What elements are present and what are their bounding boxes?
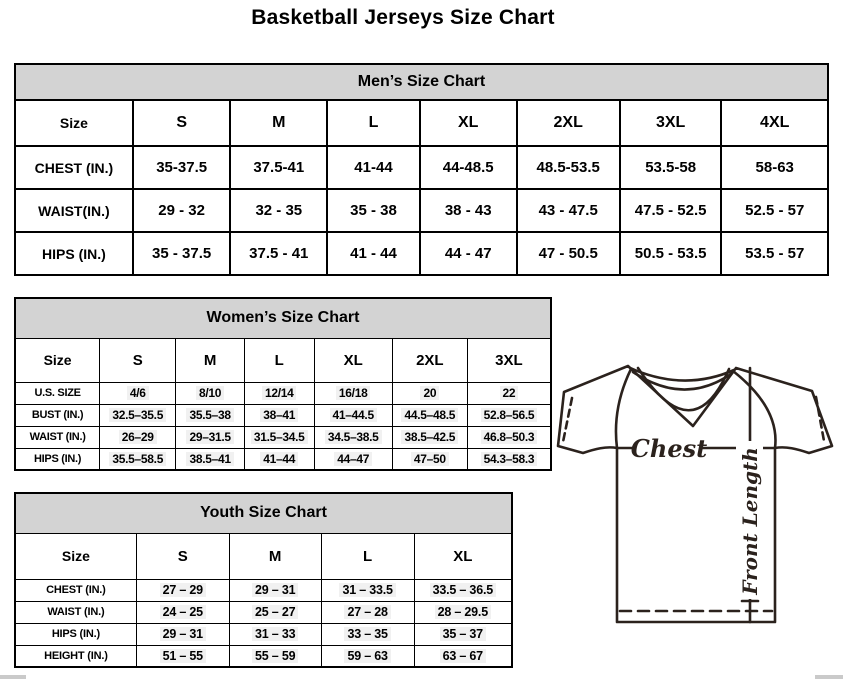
value-text: 51 – 55: [160, 649, 206, 663]
youth-height-in-value-2: [321, 645, 414, 667]
youth-table-title: Youth Size Chart: [15, 493, 512, 533]
youth-waist-in-value-0: [136, 601, 229, 623]
value-text: 63 – 67: [440, 649, 486, 663]
mens-column-header-xl: XL: [420, 100, 517, 146]
womens-title-row: [15, 298, 551, 338]
womens-bust-in-value-3: [314, 404, 392, 426]
value-text: 27 – 29: [160, 583, 206, 597]
mens-chest-in-value-6: 58-63: [721, 146, 828, 189]
youth-column-header-m: M: [229, 533, 321, 579]
value-text: 27 – 28: [344, 605, 390, 619]
jersey-outline: [558, 366, 832, 622]
value-text: 16/18: [336, 386, 371, 400]
youth-column-header-s: S: [136, 533, 229, 579]
value-text: 29–31.5: [186, 430, 233, 444]
mens-chest-in-value-5: 53.5-58: [620, 146, 722, 189]
mens-column-header-m: M: [230, 100, 327, 146]
youth-chest-in-value-3: [414, 579, 512, 601]
mens-waist-in-value-4: 43 - 47.5: [517, 189, 620, 232]
womens-row-waist-in: [15, 426, 551, 448]
mens-chest-in-value-3: 44-48.5: [420, 146, 517, 189]
womens-column-header-s: S: [100, 338, 176, 382]
jersey-right-seam: [733, 371, 775, 448]
youth-row-label-waist-in: WAIST (IN.): [15, 601, 136, 623]
mens-waist-in-value-2: 35 - 38: [327, 189, 420, 232]
value-text: 31.5–34.5: [251, 430, 308, 444]
mens-row-hips-in: [15, 232, 828, 275]
mens-waist-in-value-5: 47.5 - 52.5: [620, 189, 722, 232]
youth-row-label-height-in: HEIGHT (IN.): [15, 645, 136, 667]
value-text: 31 – 33: [252, 627, 298, 641]
womens-hips-in-value-0: [100, 448, 176, 470]
mens-waist-in-value-6: 52.5 - 57: [721, 189, 828, 232]
mens-column-header-3xl: 3XL: [620, 100, 722, 146]
mens-hips-in-value-2: 41 - 44: [327, 232, 420, 275]
value-text: 26–29: [119, 430, 157, 444]
mens-hips-in-value-4: 47 - 50.5: [517, 232, 620, 275]
value-text: 38.5–41: [186, 452, 233, 466]
youth-waist-in-value-2: [321, 601, 414, 623]
womens-row-hips-in: [15, 448, 551, 470]
youth-row-waist-in: [15, 601, 512, 623]
youth-hips-in-value-0: [136, 623, 229, 645]
womens-hips-in-value-4: [392, 448, 467, 470]
mens-row-label-waist-in: WAIST(IN.): [15, 189, 133, 232]
value-text: 4/6: [127, 386, 149, 400]
womens-size-table: [14, 297, 552, 471]
jersey-left-seam: [616, 369, 631, 448]
mens-row-label-hips-in: HIPS (IN.): [15, 232, 133, 275]
womens-u-s-size-value-5: [467, 382, 551, 404]
value-text: 38.5–42.5: [401, 430, 458, 444]
womens-column-header-l: L: [244, 338, 314, 382]
womens-column-header-3xl: 3XL: [467, 338, 551, 382]
value-text: 59 – 63: [344, 649, 390, 663]
value-text: 33 – 35: [344, 627, 390, 641]
value-text: 29 – 31: [160, 627, 206, 641]
mens-waist-in-value-3: 38 - 43: [420, 189, 517, 232]
youth-chest-in-value-0: [136, 579, 229, 601]
mens-column-header-s: S: [133, 100, 231, 146]
value-text: 24 – 25: [160, 605, 206, 619]
value-text: 35.5–38: [186, 408, 233, 422]
youth-hips-in-value-1: [229, 623, 321, 645]
left-cuff-dash: [563, 398, 572, 442]
value-text: 35.5–58.5: [109, 452, 166, 466]
mens-hips-in-value-0: 35 - 37.5: [133, 232, 231, 275]
womens-column-header-row: [15, 338, 551, 382]
youth-column-header-row: [15, 533, 512, 579]
womens-row-bust-in: [15, 404, 551, 426]
value-text: 54.3–58.3: [481, 452, 538, 466]
womens-bust-in-value-5: [467, 404, 551, 426]
mens-waist-in-value-0: 29 - 32: [133, 189, 231, 232]
womens-u-s-size-value-1: [176, 382, 245, 404]
womens-row-label-bust-in: BUST (IN.): [15, 404, 100, 426]
womens-row-label-u-s-size: U.S. SIZE: [15, 382, 100, 404]
womens-bust-in-value-4: [392, 404, 467, 426]
womens-waist-in-value-4: [392, 426, 467, 448]
youth-hips-in-value-2: [321, 623, 414, 645]
youth-column-header-l: L: [321, 533, 414, 579]
youth-hips-in-value-3: [414, 623, 512, 645]
womens-u-s-size-value-2: [244, 382, 314, 404]
youth-height-in-value-3: [414, 645, 512, 667]
youth-row-chest-in: [15, 579, 512, 601]
mens-hips-in-value-5: 50.5 - 53.5: [620, 232, 722, 275]
youth-chest-in-value-2: [321, 579, 414, 601]
value-text: 55 – 59: [252, 649, 298, 663]
mens-column-header-l: L: [327, 100, 420, 146]
jersey-measurement-diagram: [552, 360, 842, 660]
youth-row-label-hips-in: HIPS (IN.): [15, 623, 136, 645]
value-text: 22: [500, 386, 519, 400]
mens-column-header-2xl: 2XL: [517, 100, 620, 146]
youth-height-in-value-1: [229, 645, 321, 667]
womens-u-s-size-value-3: [314, 382, 392, 404]
mens-hips-in-value-3: 44 - 47: [420, 232, 517, 275]
youth-size-table: [14, 492, 513, 668]
womens-bust-in-value-1: [176, 404, 245, 426]
womens-bust-in-value-2: [244, 404, 314, 426]
value-text: 8/10: [196, 386, 224, 400]
mens-chest-in-value-1: 37.5-41: [230, 146, 327, 189]
value-text: 31 – 33.5: [339, 583, 395, 597]
mens-row-label-chest-in: CHEST (IN.): [15, 146, 133, 189]
womens-u-s-size-value-0: [100, 382, 176, 404]
value-text: 29 – 31: [252, 583, 298, 597]
value-text: 44–47: [334, 452, 372, 466]
value-text: 46.8–50.3: [481, 430, 538, 444]
womens-row-u-s-size: [15, 382, 551, 404]
value-text: 44.5–48.5: [401, 408, 458, 422]
value-text: 25 – 27: [252, 605, 298, 619]
womens-column-header-size: Size: [15, 338, 100, 382]
womens-hips-in-value-3: [314, 448, 392, 470]
youth-chest-in-value-1: [229, 579, 321, 601]
mens-column-header-row: [15, 100, 828, 146]
mens-chest-in-value-2: 41-44: [327, 146, 420, 189]
womens-hips-in-value-1: [176, 448, 245, 470]
mens-waist-in-value-1: 32 - 35: [230, 189, 327, 232]
scrollbar-fragment-left[interactable]: [0, 675, 26, 679]
mens-title-row: [15, 64, 828, 100]
mens-column-header-size: Size: [15, 100, 133, 146]
youth-row-label-chest-in: CHEST (IN.): [15, 579, 136, 601]
mens-row-chest-in: [15, 146, 828, 189]
chest-label: Chest: [630, 434, 708, 463]
value-text: 41–44.5: [330, 408, 377, 422]
mens-row-waist-in: [15, 189, 828, 232]
youth-row-hips-in: [15, 623, 512, 645]
womens-hips-in-value-2: [244, 448, 314, 470]
womens-row-label-waist-in: WAIST (IN.): [15, 426, 100, 448]
value-text: 47–50: [411, 452, 449, 466]
womens-waist-in-value-0: [100, 426, 176, 448]
youth-column-header-xl: XL: [414, 533, 512, 579]
mens-column-header-4xl: 4XL: [721, 100, 828, 146]
womens-row-label-hips-in: HIPS (IN.): [15, 448, 100, 470]
womens-column-header-2xl: 2XL: [392, 338, 467, 382]
mens-chest-in-value-0: 35-37.5: [133, 146, 231, 189]
mens-chest-in-value-4: 48.5-53.5: [517, 146, 620, 189]
value-text: 12/14: [262, 386, 297, 400]
front-length-label: Front Length: [738, 447, 762, 595]
womens-table-title: Women’s Size Chart: [15, 298, 551, 338]
youth-height-in-value-0: [136, 645, 229, 667]
womens-waist-in-value-2: [244, 426, 314, 448]
mens-size-table: [14, 63, 829, 276]
womens-waist-in-value-3: [314, 426, 392, 448]
womens-hips-in-value-5: [467, 448, 551, 470]
womens-waist-in-value-1: [176, 426, 245, 448]
value-text: 35 – 37: [440, 627, 486, 641]
youth-column-header-size: Size: [15, 533, 136, 579]
value-text: 52.8–56.5: [481, 408, 538, 422]
value-text: 38–41: [260, 408, 298, 422]
value-text: 33.5 – 36.5: [430, 583, 496, 597]
value-text: 32.5–35.5: [109, 408, 166, 422]
womens-u-s-size-value-4: [392, 382, 467, 404]
value-text: 28 – 29.5: [435, 605, 491, 619]
mens-table-title: Men’s Size Chart: [15, 64, 828, 100]
youth-waist-in-value-1: [229, 601, 321, 623]
womens-column-header-m: M: [176, 338, 245, 382]
womens-column-header-xl: XL: [314, 338, 392, 382]
value-text: 20: [420, 386, 439, 400]
womens-bust-in-value-0: [100, 404, 176, 426]
youth-waist-in-value-3: [414, 601, 512, 623]
mens-hips-in-value-1: 37.5 - 41: [230, 232, 327, 275]
youth-title-row: [15, 493, 512, 533]
mens-hips-in-value-6: 53.5 - 57: [721, 232, 828, 275]
page-title: Basketball Jerseys Size Chart: [251, 6, 555, 29]
scrollbar-fragment-right[interactable]: [815, 675, 843, 679]
youth-row-height-in: [15, 645, 512, 667]
value-text: 34.5–38.5: [325, 430, 382, 444]
womens-waist-in-value-5: [467, 426, 551, 448]
value-text: 41–44: [260, 452, 298, 466]
